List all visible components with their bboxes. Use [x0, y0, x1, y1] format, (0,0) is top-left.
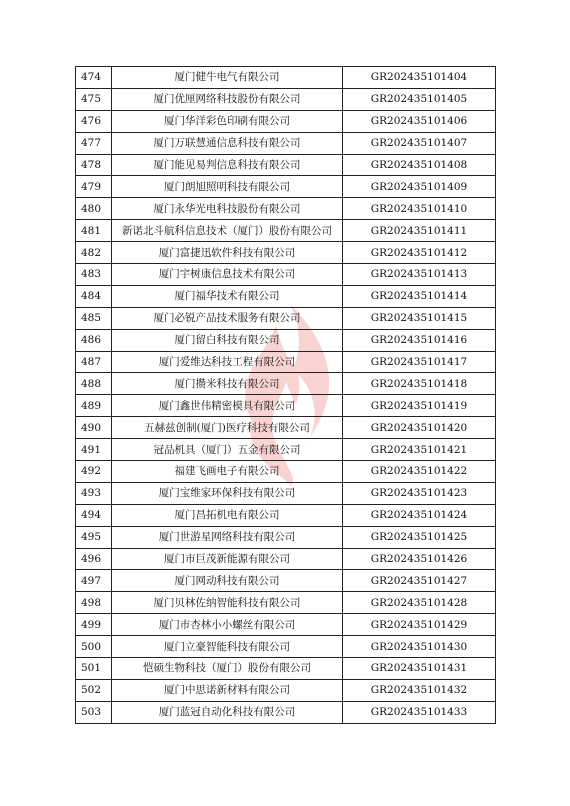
certificate-code: GR202435101404 [343, 67, 496, 89]
table-row [76, 351, 496, 373]
company-name: 厦门留白科技有限公司 [112, 329, 343, 351]
table-row [76, 417, 496, 439]
row-number: 492 [76, 461, 112, 483]
company-name: 新诺北斗航科信息技术（厦门）股份有限公司 [112, 220, 343, 242]
company-name: 恺硕生物科技（厦门）股份有限公司 [112, 658, 343, 680]
table-row [76, 461, 496, 483]
table-row [76, 67, 496, 89]
row-number: 495 [76, 526, 112, 548]
row-number: 503 [76, 701, 112, 723]
certificate-code: GR202435101429 [343, 614, 496, 636]
certificate-code: GR202435101422 [343, 461, 496, 483]
row-number: 496 [76, 548, 112, 570]
row-number: 480 [76, 198, 112, 220]
enterprise-list-table [75, 66, 496, 724]
row-number: 475 [76, 88, 112, 110]
row-number: 479 [76, 176, 112, 198]
certificate-code: GR202435101410 [343, 198, 496, 220]
company-name: 厦门市杏林小小螺丝有限公司 [112, 614, 343, 636]
company-name: 厦门能见易判信息科技有限公司 [112, 154, 343, 176]
table-row [76, 373, 496, 395]
certificate-code: GR202435101417 [343, 351, 496, 373]
table-row [76, 176, 496, 198]
row-number: 498 [76, 592, 112, 614]
row-number: 500 [76, 636, 112, 658]
company-name: 厦门爱维达科技工程有限公司 [112, 351, 343, 373]
table-row [76, 439, 496, 461]
table-row [76, 548, 496, 570]
company-name: 厦门蓝冠自动化科技有限公司 [112, 701, 343, 723]
certificate-code: GR202435101432 [343, 679, 496, 701]
table-row [76, 88, 496, 110]
certificate-code: GR202435101414 [343, 285, 496, 307]
table-row [76, 592, 496, 614]
company-name: 厦门优厘网络科技股份有限公司 [112, 88, 343, 110]
table-row [76, 110, 496, 132]
company-name: 厦门网动科技有限公司 [112, 570, 343, 592]
table-row [76, 329, 496, 351]
table-row [76, 701, 496, 723]
table-row [76, 154, 496, 176]
company-name: 五赫兹创制(厦门)医疗科技有限公司 [112, 417, 343, 439]
certificate-code: GR202435101420 [343, 417, 496, 439]
certificate-code: GR202435101408 [343, 154, 496, 176]
row-number: 474 [76, 67, 112, 89]
company-name: 冠品机具（厦门）五金有限公司 [112, 439, 343, 461]
table-row [76, 395, 496, 417]
certificate-code: GR202435101405 [343, 88, 496, 110]
certificate-code: GR202435101415 [343, 307, 496, 329]
row-number: 501 [76, 658, 112, 680]
certificate-code: GR202435101406 [343, 110, 496, 132]
table-row [76, 614, 496, 636]
certificate-code: GR202435101428 [343, 592, 496, 614]
row-number: 494 [76, 504, 112, 526]
certificate-code: GR202435101424 [343, 504, 496, 526]
row-number: 482 [76, 242, 112, 264]
certificate-code: GR202435101418 [343, 373, 496, 395]
certificate-code: GR202435101412 [343, 242, 496, 264]
table-row [76, 198, 496, 220]
table-row [76, 570, 496, 592]
row-number: 490 [76, 417, 112, 439]
company-name: 厦门市巨茂新能源有限公司 [112, 548, 343, 570]
company-name: 福建飞画电子有限公司 [112, 461, 343, 483]
row-number: 476 [76, 110, 112, 132]
company-name: 厦门中思诺新材料有限公司 [112, 679, 343, 701]
row-number: 489 [76, 395, 112, 417]
certificate-code: GR202435101416 [343, 329, 496, 351]
company-name: 厦门世游星网络科技有限公司 [112, 526, 343, 548]
row-number: 491 [76, 439, 112, 461]
certificate-code: GR202435101425 [343, 526, 496, 548]
table-row [76, 132, 496, 154]
certificate-code: GR202435101421 [343, 439, 496, 461]
company-name: 厦门富捷迅软件科技有限公司 [112, 242, 343, 264]
table-row [76, 636, 496, 658]
table-row [76, 679, 496, 701]
certificate-code: GR202435101411 [343, 220, 496, 242]
company-name: 厦门宇树康信息技术有限公司 [112, 264, 343, 286]
company-name: 厦门立豪智能科技有限公司 [112, 636, 343, 658]
row-number: 502 [76, 679, 112, 701]
certificate-code: GR202435101426 [343, 548, 496, 570]
certificate-code: GR202435101419 [343, 395, 496, 417]
company-name: 厦门攒米科技有限公司 [112, 373, 343, 395]
row-number: 493 [76, 482, 112, 504]
row-number: 497 [76, 570, 112, 592]
row-number: 481 [76, 220, 112, 242]
certificate-code: GR202435101431 [343, 658, 496, 680]
table-row [76, 242, 496, 264]
table-row [76, 285, 496, 307]
row-number: 483 [76, 264, 112, 286]
row-number: 499 [76, 614, 112, 636]
certificate-code: GR202435101423 [343, 482, 496, 504]
company-name: 厦门宝维家环保科技有限公司 [112, 482, 343, 504]
table-row [76, 307, 496, 329]
table-row [76, 504, 496, 526]
certificate-code: GR202435101427 [343, 570, 496, 592]
company-name: 厦门鑫世伟精密模具有限公司 [112, 395, 343, 417]
company-name: 厦门永华光电科技股份有限公司 [112, 198, 343, 220]
row-number: 488 [76, 373, 112, 395]
table-row [76, 220, 496, 242]
company-name: 厦门福华技术有限公司 [112, 285, 343, 307]
company-name: 厦门必锐产品技术服务有限公司 [112, 307, 343, 329]
certificate-code: GR202435101409 [343, 176, 496, 198]
certificate-code: GR202435101413 [343, 264, 496, 286]
certificate-code: GR202435101433 [343, 701, 496, 723]
row-number: 487 [76, 351, 112, 373]
table-row [76, 526, 496, 548]
certificate-code: GR202435101407 [343, 132, 496, 154]
company-name: 厦门贝林佐纳智能科技有限公司 [112, 592, 343, 614]
row-number: 484 [76, 285, 112, 307]
company-name: 厦门万联慧通信息科技有限公司 [112, 132, 343, 154]
row-number: 485 [76, 307, 112, 329]
row-number: 478 [76, 154, 112, 176]
company-name: 厦门华洋彩色印刷有限公司 [112, 110, 343, 132]
table-row [76, 264, 496, 286]
table-row [76, 658, 496, 680]
company-name: 厦门昌拓机电有限公司 [112, 504, 343, 526]
certificate-code: GR202435101430 [343, 636, 496, 658]
table-row [76, 482, 496, 504]
row-number: 477 [76, 132, 112, 154]
company-name: 厦门健牛电气有限公司 [112, 67, 343, 89]
row-number: 486 [76, 329, 112, 351]
company-name: 厦门朗旭照明科技有限公司 [112, 176, 343, 198]
